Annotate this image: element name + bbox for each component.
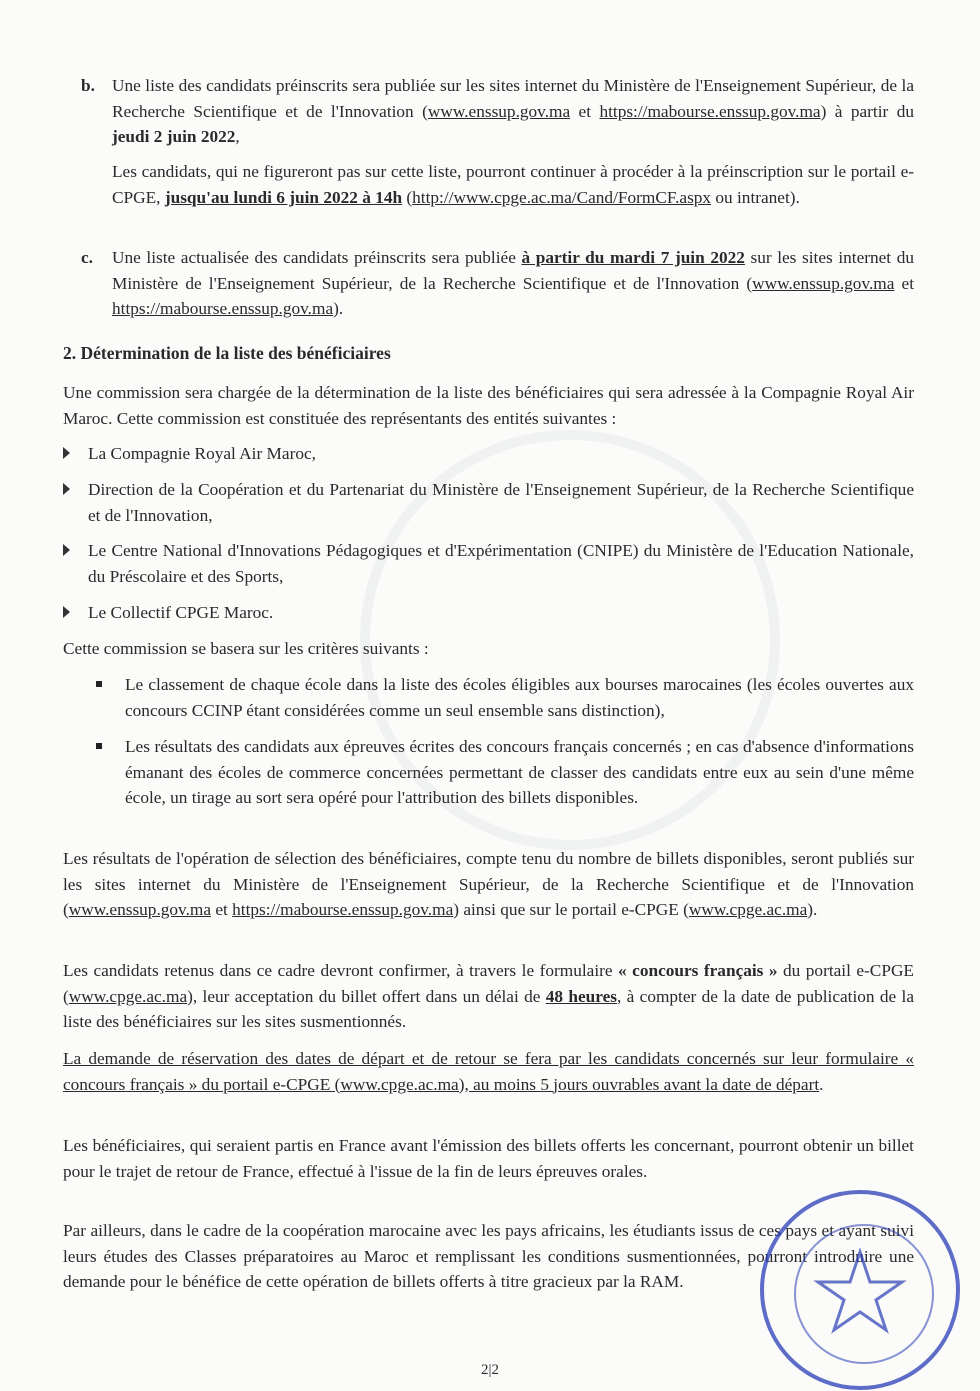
official-stamp bbox=[760, 1190, 960, 1390]
date-mardi: à partir du mardi 7 juin 2022 bbox=[521, 248, 745, 267]
section-b-paragraph-1: Une liste des candidats préinscrits sera publiée sur les sites internet du Ministère de l'Enseignement Supérieur, de la Recherche Scientifique et de l'Innovation (www.enssup.gov.ma et https://mabourse.enssup.gov.ma) à partir du jeudi 2 juin 2022, bbox=[112, 76, 914, 146]
link-cpge[interactable]: www.cpge.ac.ma bbox=[688, 900, 808, 919]
confirm-paragraph: Les candidats retenus dans ce cadre devront confirmer, à travers le formulaire « concours français » du portail e-CPGE (www.cpge.ac.ma), leur acceptation du billet offert dans un délai de 48 heures, à compter de la date de publication de la liste des bénéficiaires sur les sites susmentionnés. bbox=[63, 961, 914, 1031]
criteria-intro: Cette commission se basera sur les critères suivants : bbox=[63, 639, 429, 658]
deadline-lundi: jusqu'au lundi 6 juin 2022 à 14h bbox=[164, 187, 403, 207]
page-number: 2|2 bbox=[480, 1362, 499, 1378]
section-c-paragraph: Une liste actualisée des candidats préinscrits sera publiée à partir du mardi 7 juin 2022 sur les sites internet du Ministère de l'Enseignement Supérieur, de la Recherche Scientifique et de l'Innovation (www.enssup.gov.ma et https://mabourse.enssup.gov.ma). bbox=[112, 248, 914, 318]
link-mabourse[interactable]: https://mabourse.enssup.gov.ma bbox=[232, 900, 454, 919]
arrow-bullet-icon bbox=[63, 483, 70, 495]
star-icon bbox=[760, 1190, 960, 1390]
arrow-bullet-icon bbox=[63, 447, 70, 459]
link-enssup[interactable]: www.enssup.gov.ma bbox=[427, 101, 571, 121]
link-cpge[interactable]: www.cpge.ac.ma bbox=[68, 986, 188, 1006]
beneficiaries-paragraph: Les bénéficiaires, qui seraient partis en France avant l'émission des billets offerts les concernant, pourront obtenir un billet pour le trajet de retour de France, effectué à l'issue de la fin de leurs épreuves orales. bbox=[63, 1136, 914, 1181]
section-2-heading: 2. Détermination de la liste des bénéficiaires bbox=[63, 343, 391, 363]
form-name: « concours français » bbox=[618, 961, 778, 980]
criteria-item: Le classement de chaque école dans la liste des écoles éligibles aux bourses marocaines (les écoles ouvertes aux concours CCINP étant considérées comme un seul ensemble sans distinction), bbox=[125, 675, 914, 720]
section-2-intro: Une commission sera chargée de la détermination de la liste des bénéficiaires qui sera adressée à la Compagnie Royal Air Maroc. Cette commission est constituée des représentants des entités suivantes : bbox=[63, 383, 914, 428]
entity-item: Le Centre National d'Innovations Pédagogiques et d'Expérimentation (CNIPE) du Ministère de l'Education Nationale, du Préscolaire et des Sports, bbox=[88, 541, 914, 586]
link-mabourse[interactable]: https://mabourse.enssup.gov.ma bbox=[599, 101, 821, 121]
section-b-label: b. bbox=[81, 76, 95, 95]
square-bullet-icon bbox=[96, 743, 102, 749]
results-paragraph: Les résultats de l'opération de sélection des bénéficiaires, compte tenu du nombre de billets disponibles, seront publiés sur les sites internet du Ministère de l'Enseignement Supérieur, de la Recherche Scientifique et de l'Innovation (www.enssup.gov.ma et https://mabourse.enssup.gov.ma) ainsi que sur le portail e-CPGE (www.cpge.ac.ma). bbox=[63, 849, 914, 919]
arrow-bullet-icon bbox=[63, 544, 70, 556]
criteria-item: Les résultats des candidats aux épreuves écrites des concours français concernés ; en cas d'absence d'informations émanant des écoles de commerce concernées permettant de classer des candidats entre eux au sein d'une même école, un tirage au sort sera opéré pour l'attribution des billets disponibles. bbox=[125, 737, 914, 807]
entity-item: Direction de la Coopération et du Partenariat du Ministère de l'Enseignement Supérieur, de la Recherche Scientifique et de l'Innovation, bbox=[88, 480, 914, 525]
entity-item: Le Collectif CPGE Maroc. bbox=[88, 603, 274, 622]
date-jeudi: jeudi 2 juin 2022 bbox=[112, 127, 236, 146]
link-mabourse[interactable]: https://mabourse.enssup.gov.ma bbox=[112, 299, 334, 318]
link-enssup[interactable]: www.enssup.gov.ma bbox=[68, 900, 211, 919]
link-enssup[interactable]: www.enssup.gov.ma bbox=[752, 273, 895, 293]
arrow-bullet-icon bbox=[63, 606, 70, 618]
square-bullet-icon bbox=[96, 681, 102, 687]
entity-item: La Compagnie Royal Air Maroc, bbox=[88, 444, 316, 463]
section-c-label: c. bbox=[81, 248, 93, 267]
reservation-paragraph: La demande de réservation des dates de départ et de retour se fera par les candidats concernés sur leur formulaire « concours français » du portail e-CPGE (www.cpge.ac.ma), au moins 5 jours ouvrables avant la date de départ. bbox=[63, 1049, 914, 1094]
delay-48h: 48 heures bbox=[545, 986, 618, 1006]
african-students-paragraph: Par ailleurs, dans le cadre de la coopération marocaine avec les pays africains, les étudiants issus de ces pays et ayant suivi leurs études des Classes préparatoires au Maroc et remplissant les conditions susmentionnées, pourront introduire une demande pour le bénéfice de cette opération de billets offerts à titre gracieux par la RAM. bbox=[63, 1221, 914, 1291]
section-b-paragraph-2: Les candidats, qui ne figureront pas sur cette liste, pourront continuer à procéder à la préinscription sur le portail e-CPGE, jusqu'au lundi 6 juin 2022 à 14h (http://www.cpge.ac.ma/Cand/FormCF.aspx ou intranet). bbox=[112, 162, 914, 207]
link-cpge-form[interactable]: http://www.cpge.ac.ma/Cand/FormCF.aspx bbox=[412, 187, 712, 207]
